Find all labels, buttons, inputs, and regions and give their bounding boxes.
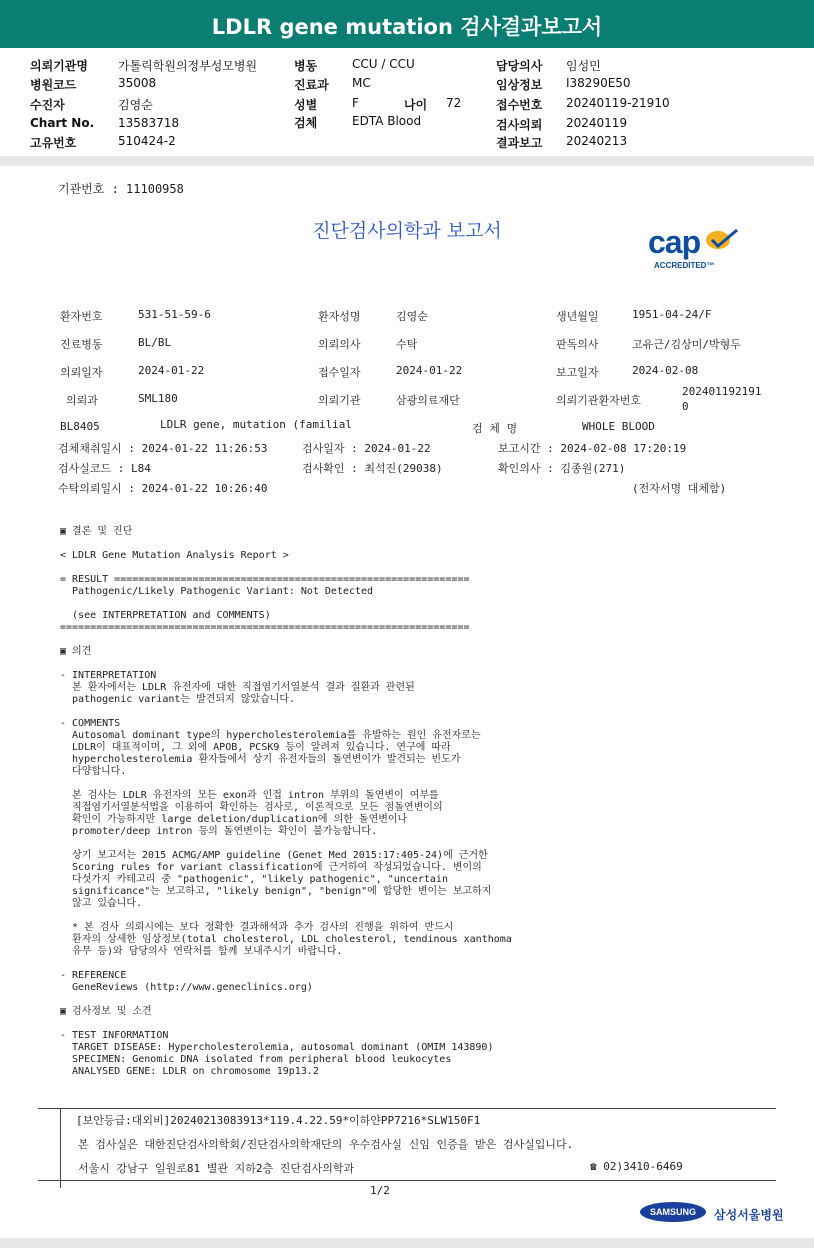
cap-check-icon	[704, 228, 738, 252]
request-info-header	[0, 48, 814, 158]
value-requesting-org: 삼광의료재단	[396, 394, 460, 407]
label-hospital-code: 병원코드	[30, 78, 77, 92]
lab-address: 서울시 강남구 일원로81 별관 지하2층 진단검사의학과	[78, 1162, 355, 1175]
e-signature-note: (전자서명 대체함)	[632, 482, 727, 495]
label-requesting-physician: 의뢰의사	[318, 338, 361, 351]
label-requesting-institution: 의뢰기관명	[30, 59, 88, 73]
label-report-date: 보고일자	[556, 366, 599, 379]
report-title: LDLR gene mutation 검사결과보고서	[211, 15, 603, 39]
value-age: 72	[446, 96, 462, 110]
value-requesting-physician: 수탁	[396, 338, 418, 351]
label-examinee: 수진자	[30, 98, 65, 112]
scanned-report-page	[0, 166, 814, 1238]
label-age: 나이	[404, 98, 428, 112]
label-result-report: 결과보고	[496, 136, 543, 150]
collection-datetime: 검체채취일시 : 2024-01-22 11:26:53	[58, 442, 268, 455]
cap-accredited-text: ACCREDITED™	[654, 261, 715, 270]
specimen-value: WHOLE BLOOD	[582, 420, 655, 433]
report-time: 보고시간 : 2024-02-08 17:20:19	[498, 442, 687, 455]
value-treatment-ward: BL/BL	[138, 336, 172, 349]
footer-left-rule	[60, 1108, 61, 1188]
label-reading-physician: 판독의사	[556, 338, 599, 351]
label-request-date: 의뢰일자	[60, 366, 103, 379]
label-birth-date: 생년월일	[556, 310, 599, 323]
value-receipt-no: 20240119-21910	[566, 96, 670, 110]
label-department: 진료과	[294, 78, 329, 92]
label-patient-no: 환자번호	[60, 310, 103, 323]
report-body-text: ▣ 결론 및 진단 < LDLR Gene Mutation Analysis Report > = RESULT =========================================================== Pathogenic/Likely Pathogenic Variant: Not Detected (see INTERPRETATION and COMMENTS) ==================================================================== ▣ 의견 - INTERPRETATION 본 환자에서는 LDLR 유전자에 대한 직접염기서열분석 결과 질환과 관련된 pathogenic variant는 발견되지 않았습니다. - COMMENTS Autosomal dominant type의 hypercholesterolemia를 유발하는 원인 유전자로는 LDLR이 대표적이며, 그 외에 APOB, PCSK9 등이 알려져 있습니다. 연구에 따라 hypercholesterolemia 환자들에서 상기 유전자들의 돌연변이가 발견되는 빈도가 다양합니다. 본 검사는 LDLR 유전자의 모든 exon과 인접 intron 부위의 돌연변이 여부를 직접염기서열분석법을 이용하여 확인하는 검사로, 이론적으로 모든 점돌연변이의 확인이 가능하지만 large deletion/duplication에 의한 돌연변이나 promoter/deep intron 등의 돌연변이는 확인이 불가능합니다. 상기 보고서는 2015 ACMG/AMP guideline (Genet Med 2015:17:405-24)에 근거한 Scoring rules for variant classification에 근거하여 작성되었습니다. 변이의 다섯가지 카테고리 중 "pathogenic", "likely pathogenic", "uncertain significance"는 보고하고, "likely benign", "benign"에 합당한 변이는 보고하지 않고 있습니다. * 본 검사 의뢰시에는 보다 정확한 결과해석과 추가 검사의 진행을 위하여 반드시 환자의 상세한 임상정보(total cholesterol, LDL cholesterol, tendinous xanthoma 유무 등)와 담당의사 연락처를 함께 보내주시기 바랍니다. - REFERENCE GeneReviews (http://www.geneclinics.org) ▣ 검사정보 및 소견 - TEST INFORMATION TARGET DISEASE: Hypercholesterolemia, autosomal dominant (OMIM 143890) SPECIMEN: Genomic DNA isolated from peripheral blood leukocytes ANALYSED GENE: LDLR on chromosome 19p13.2	[60, 526, 512, 1077]
value-request-date: 2024-01-22	[138, 364, 205, 377]
value-department: MC	[352, 76, 371, 90]
label-clinical-info: 임상정보	[496, 78, 543, 92]
value-result-report: 20240213	[566, 134, 628, 148]
label-org-patient-no: 의뢰기관환자번호	[556, 394, 642, 407]
value-sex: F	[352, 96, 359, 110]
lab-phone: ☎ 02)3410-6469	[590, 1160, 683, 1173]
value-patient-no: 531-51-59-6	[138, 308, 211, 321]
value-requesting-dept: SML180	[138, 392, 178, 405]
institution-number: 기관번호 : 11100958	[58, 182, 184, 196]
value-reading-physician: 고유근/김상미/박형두	[632, 338, 741, 351]
label-treatment-ward: 진료병동	[60, 338, 103, 351]
value-chart-no: 13583718	[118, 116, 180, 130]
label-ward: 병동	[294, 59, 318, 73]
label-unique-no: 고유번호	[30, 136, 77, 150]
value-hospital-code: 35008	[118, 76, 157, 90]
value-org-patient-no-cont: 0	[682, 400, 689, 413]
security-line: [보안등급:대외비]20240213083913*119.4.22.59*이하얀PP7216*SLW150F1	[76, 1114, 481, 1127]
cap-logo-text: cap	[648, 224, 701, 260]
label-requesting-org: 의뢰기관	[318, 394, 361, 407]
value-examinee: 김영순	[118, 98, 153, 112]
test-verification: 검사확인 : 최석진(29038)	[302, 462, 443, 475]
samsung-logo: SAMSUNG	[640, 1202, 706, 1222]
value-test-request: 20240119	[566, 116, 628, 130]
label-test-request: 검사의뢰	[496, 118, 543, 132]
label-receipt-no: 접수번호	[496, 98, 543, 112]
page-number: 1/2	[370, 1184, 390, 1197]
label-sex: 성별	[294, 98, 318, 112]
value-org-patient-no: 202401192191	[682, 385, 762, 398]
bottom-separator	[0, 1238, 814, 1248]
value-receipt-date: 2024-01-22	[396, 364, 463, 377]
test-name: LDLR gene, mutation (familial	[160, 418, 353, 431]
certification-statement: 본 검사실은 대한진단검사의학회/진단검사의학재단의 우수검사실 신임 인증을 받은 검사실입니다.	[78, 1138, 574, 1151]
test-date: 검사일자 : 2024-01-22	[302, 442, 431, 455]
value-patient-name: 김영순	[396, 310, 428, 323]
header-separator	[0, 156, 814, 166]
value-specimen: EDTA Blood	[352, 114, 422, 128]
label-specimen: 검체	[294, 116, 318, 130]
label-requesting-dept: 의뢰과	[66, 394, 98, 407]
report-banner	[0, 0, 814, 48]
confirming-physician: 확인의사 : 김종원(271)	[498, 462, 626, 475]
hospital-name: 삼성서울병원	[714, 1208, 784, 1222]
test-code: BL8405	[60, 420, 100, 433]
label-chart-no: Chart No.	[30, 116, 95, 130]
footer-bottom-rule	[38, 1180, 776, 1181]
label-receipt-date: 접수일자	[318, 366, 361, 379]
label-patient-name: 환자성명	[318, 310, 361, 323]
lab-report-title: 진단검사의학과 보고서	[312, 220, 502, 242]
lab-code: 검사실코드 : L84	[58, 462, 151, 475]
consignment-datetime: 수탁의뢰일시 : 2024-01-22 10:26:40	[58, 482, 268, 495]
footer-top-rule	[38, 1108, 776, 1109]
value-ward: CCU / CCU	[352, 57, 415, 71]
label-attending-physician: 담당의사	[496, 59, 543, 73]
value-requesting-institution: 가톨릭학원의정부성모병원	[118, 59, 258, 73]
value-report-date: 2024-02-08	[632, 364, 699, 377]
specimen-label: 검 체 명	[472, 422, 518, 435]
value-unique-no: 510424-2	[118, 134, 176, 148]
value-attending-physician: 임성민	[566, 59, 601, 73]
value-clinical-info: I38290E50	[566, 76, 631, 90]
cap-accredited-logo	[648, 224, 748, 272]
value-birth-date: 1951-04-24/F	[632, 308, 712, 321]
